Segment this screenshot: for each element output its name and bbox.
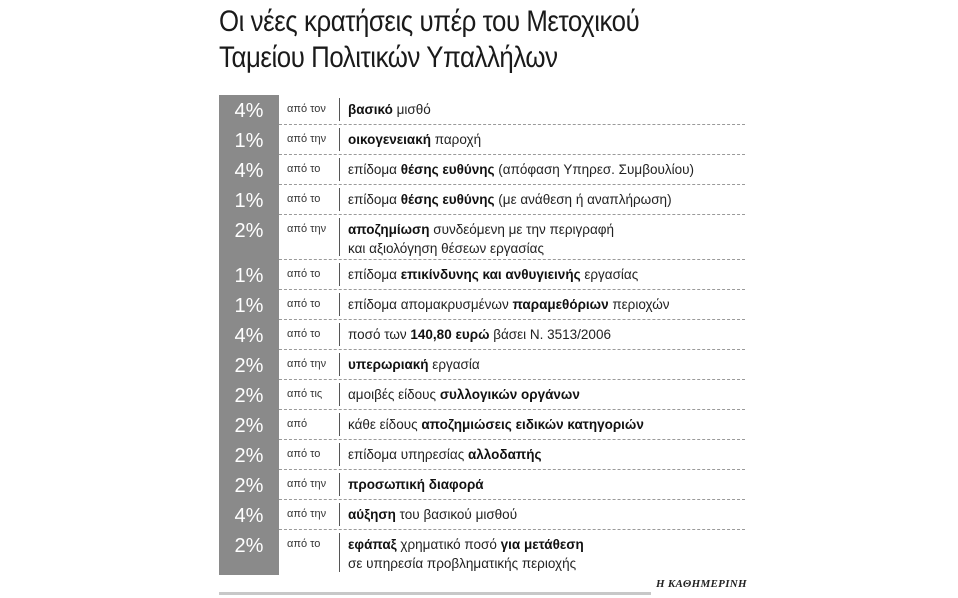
description-bold: εφάπαξ bbox=[348, 537, 397, 552]
description-cell bbox=[340, 500, 745, 529]
description-cell bbox=[340, 350, 745, 379]
preposition-cell: από το bbox=[287, 163, 321, 175]
preposition-cell: από το bbox=[287, 448, 321, 460]
description-cell bbox=[340, 155, 745, 184]
table-row bbox=[219, 470, 745, 500]
description-text: επίδομα bbox=[348, 192, 401, 207]
percentage-cell: 2% bbox=[219, 410, 279, 440]
description-bold: αποζημιώσεις ειδικών κατηγοριών bbox=[421, 417, 644, 432]
table-row bbox=[219, 380, 745, 410]
percentage-cell: 4% bbox=[219, 95, 279, 125]
percentage-cell: 2% bbox=[219, 380, 279, 410]
percentage-cell: 2% bbox=[219, 470, 279, 500]
preposition-cell: από το bbox=[287, 298, 321, 310]
footer-rule bbox=[219, 592, 651, 595]
preposition-cell: από το bbox=[287, 538, 321, 550]
description-cell bbox=[340, 95, 745, 124]
description-cell bbox=[340, 530, 745, 575]
brand-logo: Η ΚΑΘΗΜΕΡΙΝΗ bbox=[656, 578, 747, 590]
deductions-table bbox=[219, 95, 745, 575]
description-cell bbox=[340, 440, 745, 469]
description-bold: βασικό bbox=[348, 102, 393, 117]
description-text: μισθό bbox=[392, 102, 431, 117]
percentage-cell: 2% bbox=[219, 350, 279, 380]
description-text: εργασία bbox=[428, 357, 480, 372]
description-text: παροχή bbox=[430, 132, 482, 147]
description-cell bbox=[340, 215, 745, 259]
description-cell bbox=[340, 380, 745, 409]
table-row bbox=[219, 410, 745, 440]
description-bold: θέσης ευθύνης bbox=[400, 192, 495, 207]
description-text: (με ανάθεση ή αναπλήρωση) bbox=[494, 192, 672, 207]
description-text: του βασικού μισθού bbox=[395, 507, 518, 522]
table-row bbox=[219, 155, 745, 185]
preposition-cell: από την bbox=[287, 478, 327, 490]
page-title bbox=[219, 4, 701, 76]
preposition-cell: από την bbox=[287, 358, 327, 370]
percentage-cell: 4% bbox=[219, 155, 279, 185]
description-bold: θέσης ευθύνης bbox=[400, 162, 495, 177]
description-bold: αποζημίωση bbox=[348, 222, 430, 237]
preposition-cell: από την bbox=[287, 133, 327, 145]
percentage-cell: 2% bbox=[219, 530, 279, 575]
table-row bbox=[219, 260, 745, 290]
table-row bbox=[219, 125, 745, 155]
description-cell bbox=[340, 185, 745, 214]
description-text: και αξιολόγηση θέσεων εργασίας bbox=[348, 241, 544, 256]
description-bold: υπερωριακή bbox=[348, 357, 429, 372]
description-text: επίδομα υπηρεσίας bbox=[348, 447, 468, 462]
percentage-cell: 1% bbox=[219, 125, 279, 155]
preposition-cell: από το bbox=[287, 328, 321, 340]
description-bold: παραμεθόριων bbox=[512, 297, 609, 312]
description-bold: προσωπική διαφορά bbox=[348, 477, 484, 492]
description-text: κάθε είδους bbox=[348, 417, 422, 432]
description-cell bbox=[340, 320, 745, 349]
preposition-cell: από την bbox=[287, 508, 327, 520]
table-row bbox=[219, 350, 745, 380]
preposition-cell: από τις bbox=[287, 388, 323, 400]
description-text: ποσό των bbox=[348, 327, 411, 342]
description-bold: επικίνδυνης και ανθυγιεινής bbox=[400, 267, 581, 282]
description-text: επίδομα bbox=[348, 162, 401, 177]
description-text: βάσει Ν. 3513/2006 bbox=[489, 327, 611, 342]
description-cell bbox=[340, 125, 745, 154]
table-row bbox=[219, 500, 745, 530]
description-text: εργασίας bbox=[580, 267, 639, 282]
table-row bbox=[219, 320, 745, 350]
table-row bbox=[219, 95, 745, 125]
title-line-2: Ταμείου Πολιτικών Υπαλλήλων bbox=[219, 41, 558, 74]
table-row bbox=[219, 215, 745, 260]
description-cell bbox=[340, 410, 745, 439]
table-row bbox=[219, 185, 745, 215]
description-bold: 140,80 ευρώ bbox=[410, 327, 490, 342]
description-cell bbox=[340, 260, 745, 289]
title-line-1: Οι νέες κρατήσεις υπέρ του Μετοχικού bbox=[219, 5, 640, 38]
preposition-cell: από τον bbox=[287, 103, 326, 115]
description-text: χρηματικό ποσό bbox=[396, 537, 501, 552]
percentage-cell: 2% bbox=[219, 215, 279, 260]
percentage-cell: 1% bbox=[219, 290, 279, 320]
description-text: αμοιβές είδους bbox=[348, 387, 440, 402]
preposition-cell: από bbox=[287, 418, 308, 430]
preposition-cell: από την bbox=[287, 223, 327, 235]
description-text: περιοχών bbox=[608, 297, 670, 312]
table-row bbox=[219, 440, 745, 470]
description-text: επίδομα απομακρυσμένων bbox=[348, 297, 513, 312]
percentage-cell: 1% bbox=[219, 185, 279, 215]
description-text: συνδεόμενη με την περιγραφή bbox=[429, 222, 615, 237]
preposition-cell: από το bbox=[287, 193, 321, 205]
percentage-cell: 2% bbox=[219, 440, 279, 470]
description-bold: για μετάθεση bbox=[500, 537, 584, 552]
description-cell bbox=[340, 290, 745, 319]
percentage-cell: 4% bbox=[219, 500, 279, 530]
description-cell bbox=[340, 470, 745, 499]
description-bold: οικογενειακή bbox=[348, 132, 431, 147]
table-row bbox=[219, 530, 745, 575]
description-bold: αύξηση bbox=[348, 507, 396, 522]
description-text: σε υπηρεσία προβληματικής περιοχής bbox=[348, 556, 577, 571]
preposition-cell: από το bbox=[287, 268, 321, 280]
description-bold: συλλογικών οργάνων bbox=[439, 387, 580, 402]
description-text: (απόφαση Υπηρεσ. Συμβουλίου) bbox=[494, 162, 694, 177]
percentage-cell: 4% bbox=[219, 320, 279, 350]
table-row bbox=[219, 290, 745, 320]
percentage-cell: 1% bbox=[219, 260, 279, 290]
description-text: επίδομα bbox=[348, 267, 401, 282]
description-bold: αλλοδαπής bbox=[467, 447, 542, 462]
